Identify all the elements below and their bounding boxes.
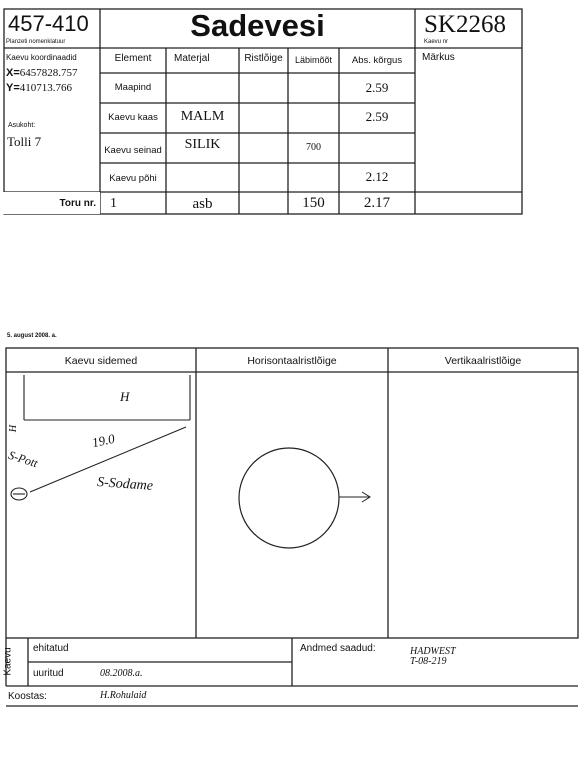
date-text: 5. august 2008. a. [7, 333, 57, 339]
row-diameter: 700 [306, 142, 321, 153]
pipe-material: asb [192, 196, 213, 212]
pipe-number: 1 [110, 196, 117, 211]
compiled-value: H.Rohulaid [100, 690, 147, 701]
y-coordinate-value: 410713.766 [19, 82, 73, 94]
y-coordinate [6, 82, 72, 94]
pipe-height: 2.17 [363, 195, 391, 211]
y-coordinate-label: Y= [6, 82, 20, 94]
well-cross-section-circle [239, 448, 339, 548]
surveyed-label: uuritud [33, 668, 64, 679]
row-height: 2.59 [365, 109, 389, 124]
sheet-number: 457-410 [8, 11, 89, 36]
section-header-horizontal: Horisontaalristlõige [247, 355, 337, 367]
built-label: ehitatud [33, 643, 69, 654]
row-material: MALM [180, 109, 225, 124]
row-material: SILIK [184, 137, 221, 152]
row-element: Kaevu põhi [109, 173, 157, 184]
section-header-connections: Kaevu sidemed [64, 355, 138, 367]
address-label: Asukoht: [8, 122, 36, 129]
page-title: Sadevesi [190, 8, 325, 43]
x-coordinate [6, 67, 78, 79]
sketch-label-distance: 19.0 [90, 430, 116, 451]
row-height: 2.12 [365, 169, 389, 184]
data-source-value2: T-08-219 [410, 656, 447, 667]
col-header-abs-height: Abs. kõrgus [351, 55, 403, 66]
section-header-vertical: Vertikaalristlõige [444, 355, 522, 367]
sketch-label-h: H [120, 389, 130, 404]
row-element: Kaevu seinad [104, 145, 162, 156]
pipe-arrow [339, 492, 370, 502]
row-element: Maapind [114, 82, 152, 93]
col-header-cross-section: Ristlõige [244, 53, 283, 64]
col-header-material: Materjal [174, 53, 210, 64]
col-header-diameter: Läbimõõt [294, 55, 333, 65]
col-header-remarks: Märkus [422, 52, 455, 63]
footer-side-label: Kaevu [2, 647, 14, 676]
address-value: Tolli 7 [7, 134, 42, 149]
surveyed-value: 08.2008.a. [100, 668, 143, 679]
coords-label: Kaevu koordinaadid [6, 53, 77, 62]
sheet-sub-label: Planzeti nomenklatuur [6, 39, 66, 45]
compiled-label: Koostas: [8, 691, 47, 702]
sketch-label-sodame: S-Sodame [96, 475, 154, 494]
well-id-label: Kaevu nr [424, 39, 449, 45]
x-coordinate-value: 6457828.757 [19, 67, 78, 79]
col-header-element: Element [114, 53, 152, 64]
sketch-label-pott: S-Pott [6, 447, 40, 471]
well-id: SK2268 [424, 11, 506, 38]
sketch-label-side: H [8, 424, 20, 433]
data-source-label: Andmed saadud: [300, 643, 376, 654]
pipe-label: Toru nr. [59, 198, 96, 209]
data-source-value1: HADWEST [410, 646, 456, 657]
pipe-diameter: 150 [302, 195, 325, 211]
row-height: 2.59 [365, 80, 389, 95]
row-element: Kaevu kaas [108, 112, 158, 123]
x-coordinate-label: X= [6, 67, 20, 79]
